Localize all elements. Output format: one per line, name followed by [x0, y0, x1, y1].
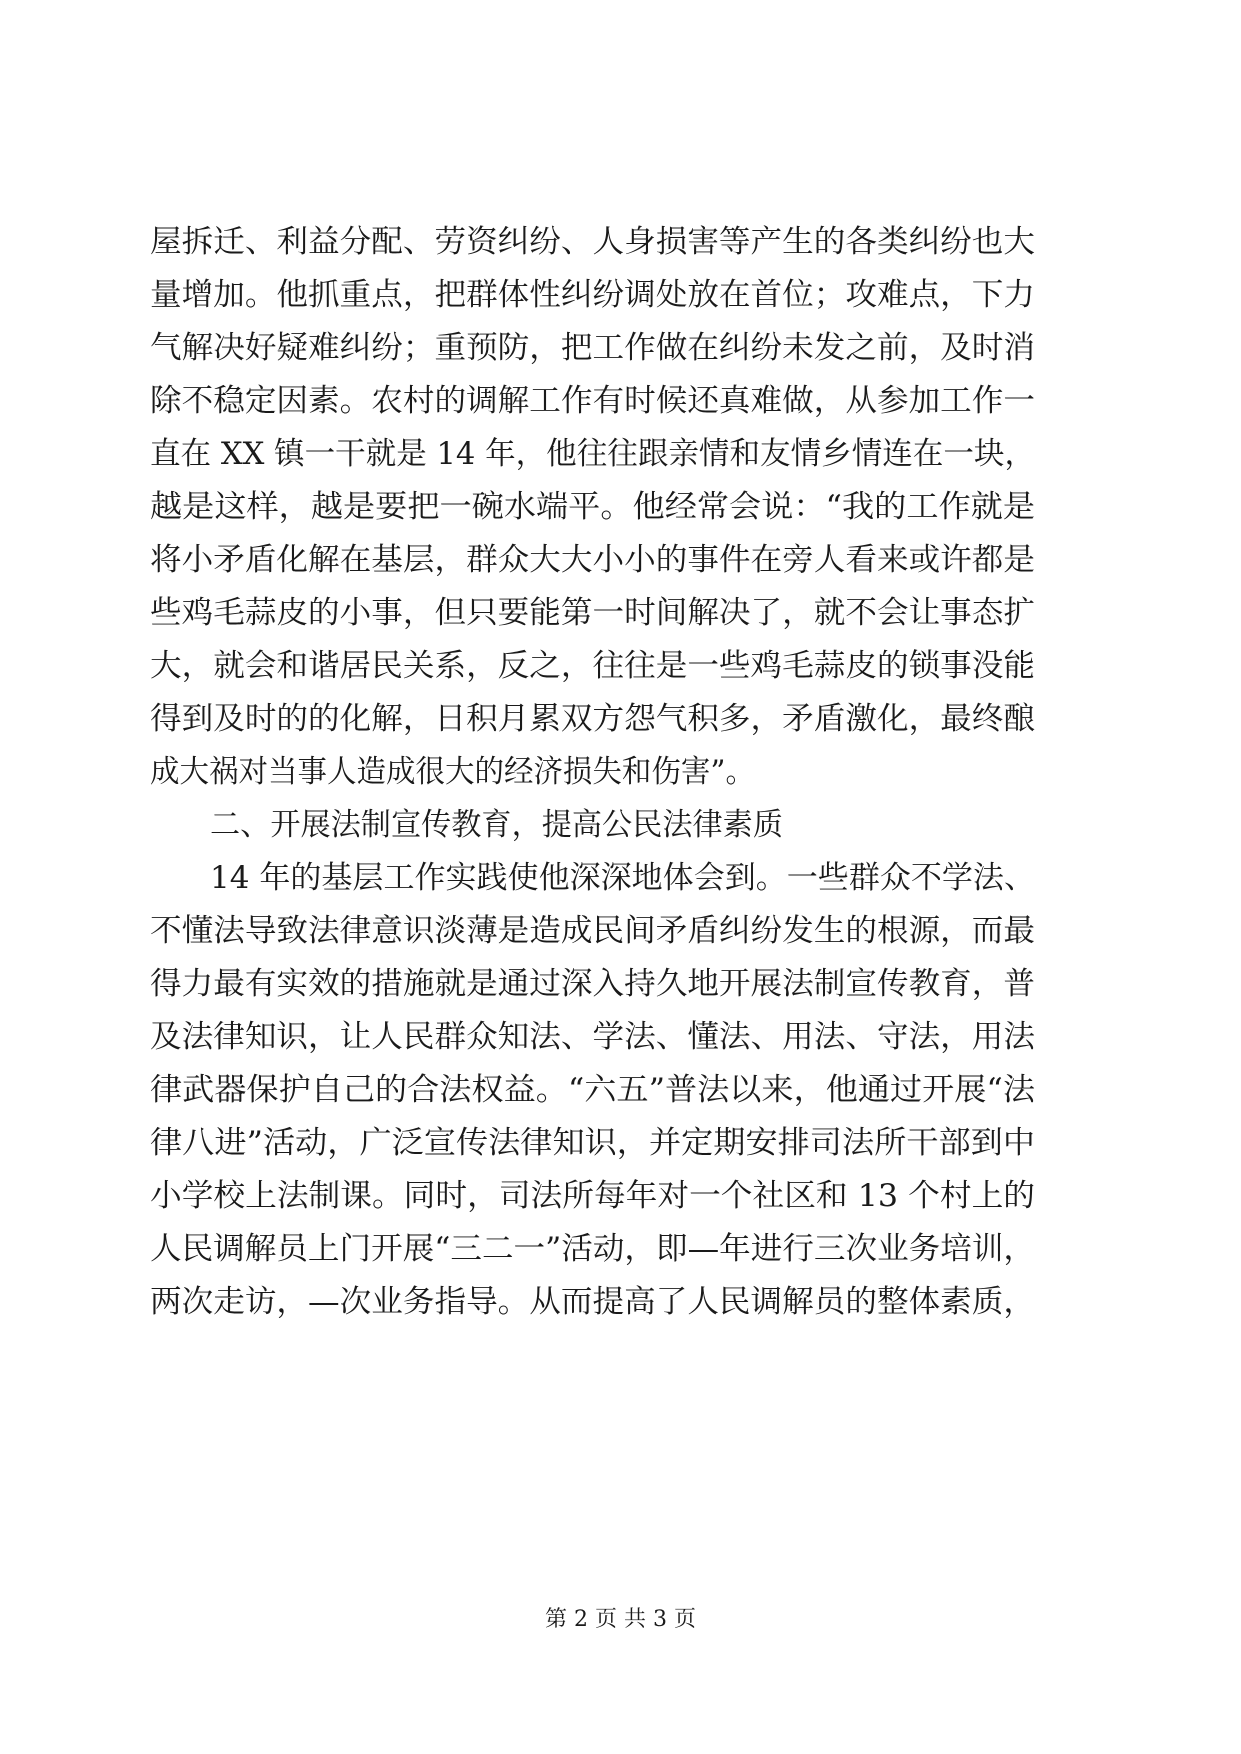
- text-line: [0, 1123, 1241, 1163]
- text-line: [0, 222, 1241, 262]
- text-line-content: 除不稳定因素。农村的调解工作有时候还真难做，从参加工作一: [150, 383, 1035, 419]
- text-line: [0, 1229, 1241, 1269]
- section-heading-text: 二、开展法制宣传教育，提高公民法律素质: [210, 807, 783, 843]
- text-line: [0, 1070, 1241, 1110]
- text-line: [0, 1282, 1241, 1322]
- text-line: [0, 487, 1241, 527]
- text-line-content: 成大祸对当事人造成很大的经济损失和伤害”。: [150, 754, 755, 790]
- text-line-content: 小学校上法制课。同时，司法所每年对一个社区和 13 个村上的: [150, 1178, 1035, 1214]
- text-line-content: 律武器保护自己的合法权益。“六五”普法以来，他通过开展“法: [150, 1072, 1035, 1108]
- page-footer: [0, 1605, 1241, 1635]
- text-line: [0, 381, 1241, 421]
- text-line-content: 大，就会和谐居民关系，反之，往往是一些鸡毛蒜皮的锁事没能: [150, 648, 1035, 684]
- text-line: [0, 328, 1241, 368]
- text-line-content: 气解决好疑难纠纷；重预防，把工作做在纠纷未发之前，及时消: [150, 330, 1035, 366]
- text-line-content: 越是这样，越是要把一碗水端平。他经常会说：“我的工作就是: [150, 489, 1035, 525]
- paragraph-first-line: [0, 858, 1241, 898]
- text-line-content: 得力最有实效的措施就是通过深入持久地开展法制宣传教育，普: [150, 966, 1035, 1002]
- text-line: [0, 1176, 1241, 1216]
- text-line-content: 不懂法导致法律意识淡薄是造成民间矛盾纠纷发生的根源，而最: [150, 913, 1035, 949]
- text-line-content: 些鸡毛蒜皮的小事，但只要能第一时间解决了，就不会让事态扩: [150, 595, 1035, 631]
- text-line: [0, 752, 1241, 792]
- text-line-content: 将小矛盾化解在基层，群众大大小小的事件在旁人看来或许都是: [150, 542, 1035, 578]
- text-line-content: 14 年的基层工作实践使他深深地体会到。一些群众不学法、: [210, 860, 1035, 896]
- page-number: 第 2 页 共 3 页: [545, 1607, 696, 1632]
- text-line-content: 屋拆迁、利益分配、劳资纠纷、人身损害等产生的各类纠纷也大: [150, 224, 1035, 260]
- text-line: [0, 911, 1241, 951]
- text-line: [0, 593, 1241, 633]
- text-line: [0, 1017, 1241, 1057]
- text-line-content: 直在 XX 镇一干就是 14 年，他往往跟亲情和友情乡情连在一块，: [150, 436, 1035, 472]
- text-line: [0, 275, 1241, 315]
- text-line-content: 得到及时的的化解，日积月累双方怨气积多，矛盾激化，最终酿: [150, 701, 1035, 737]
- text-line: [0, 434, 1241, 474]
- text-line-content: 量增加。他抓重点，把群体性纠纷调处放在首位；攻难点，下力: [150, 277, 1035, 313]
- text-line: [0, 646, 1241, 686]
- text-line: [0, 699, 1241, 739]
- text-line-content: 两次走访，—次业务指导。从而提高了人民调解员的整体素质，: [150, 1284, 1035, 1320]
- text-line: [0, 540, 1241, 580]
- text-line: [0, 964, 1241, 1004]
- section-heading: [0, 805, 1241, 845]
- text-line-content: 人民调解员上门开展“三二一”活动，即—年进行三次业务培训，: [150, 1231, 1035, 1267]
- text-line-content: 及法律知识，让人民群众知法、学法、懂法、用法、守法，用法: [150, 1019, 1035, 1055]
- text-line-content: 律八进”活动，广泛宣传法律知识，并定期安排司法所干部到中: [150, 1125, 1035, 1161]
